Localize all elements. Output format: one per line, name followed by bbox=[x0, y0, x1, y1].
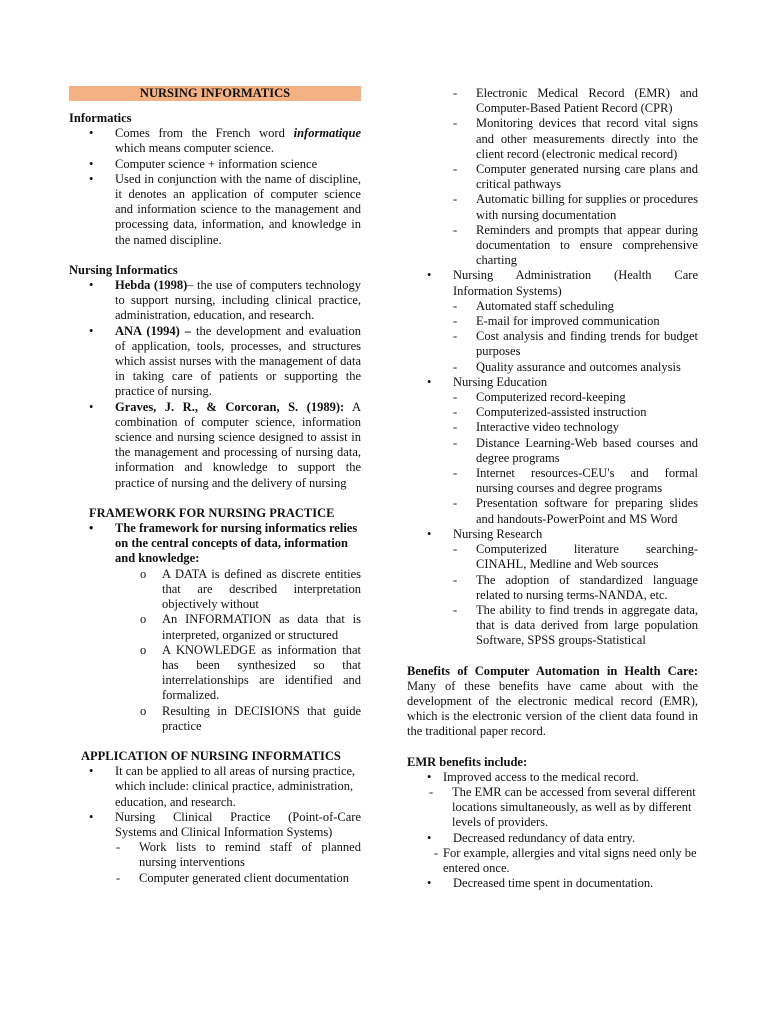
spacer bbox=[69, 248, 361, 263]
administration-section bbox=[407, 268, 698, 298]
emr-heading: EMR benefits include: bbox=[407, 754, 528, 769]
clinical-practice-list bbox=[69, 840, 361, 886]
education-section bbox=[407, 375, 698, 390]
list-item: - Interactive video technology bbox=[407, 420, 698, 435]
author-ana: ANA (1994) – bbox=[115, 323, 191, 338]
list-item: - Presentation software for preparing slides and handouts-PowerPoint and MS Word bbox=[407, 496, 698, 526]
list-item: - Distance Learning-Web based courses and degree programs bbox=[407, 436, 698, 466]
informatics-list bbox=[69, 126, 361, 248]
list-item: • Nursing Clinical Practice (Point-of-Care Systems and Clinical Information Systems) bbox=[69, 810, 361, 840]
list-item: o A KNOWLEDGE as information that has been synthesized so that interrelationships are identified and formalized. bbox=[69, 643, 361, 704]
list-item: - Computerized literature searching-CINAHL, Medline and Web sources bbox=[407, 542, 698, 572]
text: Comes from the French word bbox=[115, 126, 294, 141]
list-item: - Reminders and prompts that appear during documentation to ensure comprehensive charting bbox=[407, 223, 698, 269]
application-heading: APPLICATION OF NURSING INFORMATICS bbox=[81, 748, 341, 763]
list-item bbox=[69, 400, 361, 491]
list-item: o An INFORMATION as data that is interpreted, organized or structured bbox=[69, 612, 361, 642]
list-item bbox=[69, 126, 361, 156]
list-item: • Used in conjunction with the name of discipline, it denotes an application of computer science and information science to the management and processing data, information, and knowledge in the named discipline. bbox=[69, 172, 361, 248]
author-graves: Graves, J. R., & Corcoran, S. (1989): bbox=[115, 399, 345, 414]
research-list bbox=[407, 542, 698, 648]
list-item: - Automated staff scheduling bbox=[407, 299, 698, 314]
list-item: - Computer generated client documentation bbox=[69, 871, 361, 886]
emr-list bbox=[407, 770, 698, 892]
spacer bbox=[69, 491, 361, 506]
list-item: - Computerized-assisted instruction bbox=[407, 405, 698, 420]
text: – the use of computers technology to support nursing, including clinical practice, administration, education, and research. bbox=[115, 278, 361, 323]
framework-concepts-list bbox=[69, 567, 361, 734]
benefits-heading: Benefits of Computer Automation in Health Care: bbox=[407, 663, 698, 678]
list-item bbox=[69, 324, 361, 400]
spacer bbox=[407, 740, 698, 755]
spacer bbox=[407, 649, 698, 664]
list-item bbox=[69, 278, 361, 324]
list-item: • The framework for nursing informatics relies on the central concepts of data, information and knowledge: bbox=[69, 521, 361, 567]
list-item: - Work lists to remind staff of planned nursing interventions bbox=[69, 840, 361, 870]
list-item: - Internet resources-CEU's and formal nursing courses and degree programs bbox=[407, 466, 698, 496]
list-item: • Nursing Research bbox=[407, 527, 698, 542]
benefits-text: Many of these benefits have came about with the development of the electronic medical record (EMR), which is the electronic version of the client data found in the traditional paper record. bbox=[407, 678, 698, 739]
benefits-paragraph bbox=[407, 664, 698, 740]
list-item: - Computer generated nursing care plans and critical pathways bbox=[407, 162, 698, 192]
research-section bbox=[407, 527, 698, 542]
informatics-heading: Informatics bbox=[69, 111, 132, 125]
list-item: • Nursing Administration (Health Care Information Systems) bbox=[407, 268, 698, 298]
list-item: - Automatic billing for supplies or procedures with nursing documentation bbox=[407, 192, 698, 222]
list-item: - For example, allergies and vital signs need only be entered once. bbox=[407, 846, 698, 876]
education-list bbox=[407, 390, 698, 527]
clinical-practice-list-continued bbox=[407, 86, 698, 268]
list-item: - E-mail for improved communication bbox=[407, 314, 698, 329]
application-list bbox=[69, 764, 361, 840]
list-item: • Decreased time spent in documentation. bbox=[407, 876, 698, 891]
text: which means computer science. bbox=[115, 141, 274, 156]
list-item: - The adoption of standardized language related to nursing terms-NANDA, etc. bbox=[407, 573, 698, 603]
author-hebda: Hebda (1998) bbox=[115, 278, 188, 293]
framework-heading: FRAMEWORK FOR NURSING PRACTICE bbox=[89, 505, 335, 520]
text: A combination of computer science, information science and nursing science designed to assist in the management and processing of nursing data, information and knowledge to support the practice of nursing and the delivery of nursing bbox=[115, 399, 362, 490]
list-item: o A DATA is defined as discrete entities that are described interpretation objectively without bbox=[69, 567, 361, 613]
list-item: • Nursing Education bbox=[407, 375, 698, 390]
list-item: - The EMR can be accessed from several different locations simultaneously, as well as by different levels of providers. bbox=[407, 785, 698, 831]
left-column bbox=[69, 86, 361, 886]
list-item: - Cost analysis and finding trends for budget purposes bbox=[407, 329, 698, 359]
text: the development and evaluation of application, tools, processes, and structures which assist nurses with the management of data in taking care of patients or supporting the practice of nursing. bbox=[115, 323, 361, 399]
term-informatique: informatique bbox=[293, 126, 361, 141]
right-column bbox=[407, 86, 698, 891]
list-item: - Monitoring devices that record vital signs and other measurements directly into the client record (electronic medical record) bbox=[407, 116, 698, 162]
administration-list bbox=[407, 299, 698, 375]
document-title: NURSING INFORMATICS bbox=[69, 86, 361, 101]
list-item: • Computer science + information science bbox=[69, 157, 361, 172]
list-item: • It can be applied to all areas of nursing practice, which include: clinical practice, administration, education, and research. bbox=[69, 764, 361, 810]
list-item: - The ability to find trends in aggregate data, that is data derived from large population Software, SPSS groups-Statistical bbox=[407, 603, 698, 649]
list-item: - Electronic Medical Record (EMR) and Computer-Based Patient Record (CPR) bbox=[407, 86, 698, 116]
list-item: • Improved access to the medical record. bbox=[407, 770, 698, 785]
framework-list bbox=[69, 521, 361, 567]
list-item: - Computerized record-keeping bbox=[407, 390, 698, 405]
list-item: • Decreased redundancy of data entry. bbox=[407, 831, 698, 846]
spacer bbox=[69, 734, 361, 749]
list-item: o Resulting in DECISIONS that guide practice bbox=[69, 704, 361, 734]
nursing-informatics-heading: Nursing Informatics bbox=[69, 262, 178, 277]
definitions-list bbox=[69, 278, 361, 491]
list-item: - Quality assurance and outcomes analysis bbox=[407, 360, 698, 375]
